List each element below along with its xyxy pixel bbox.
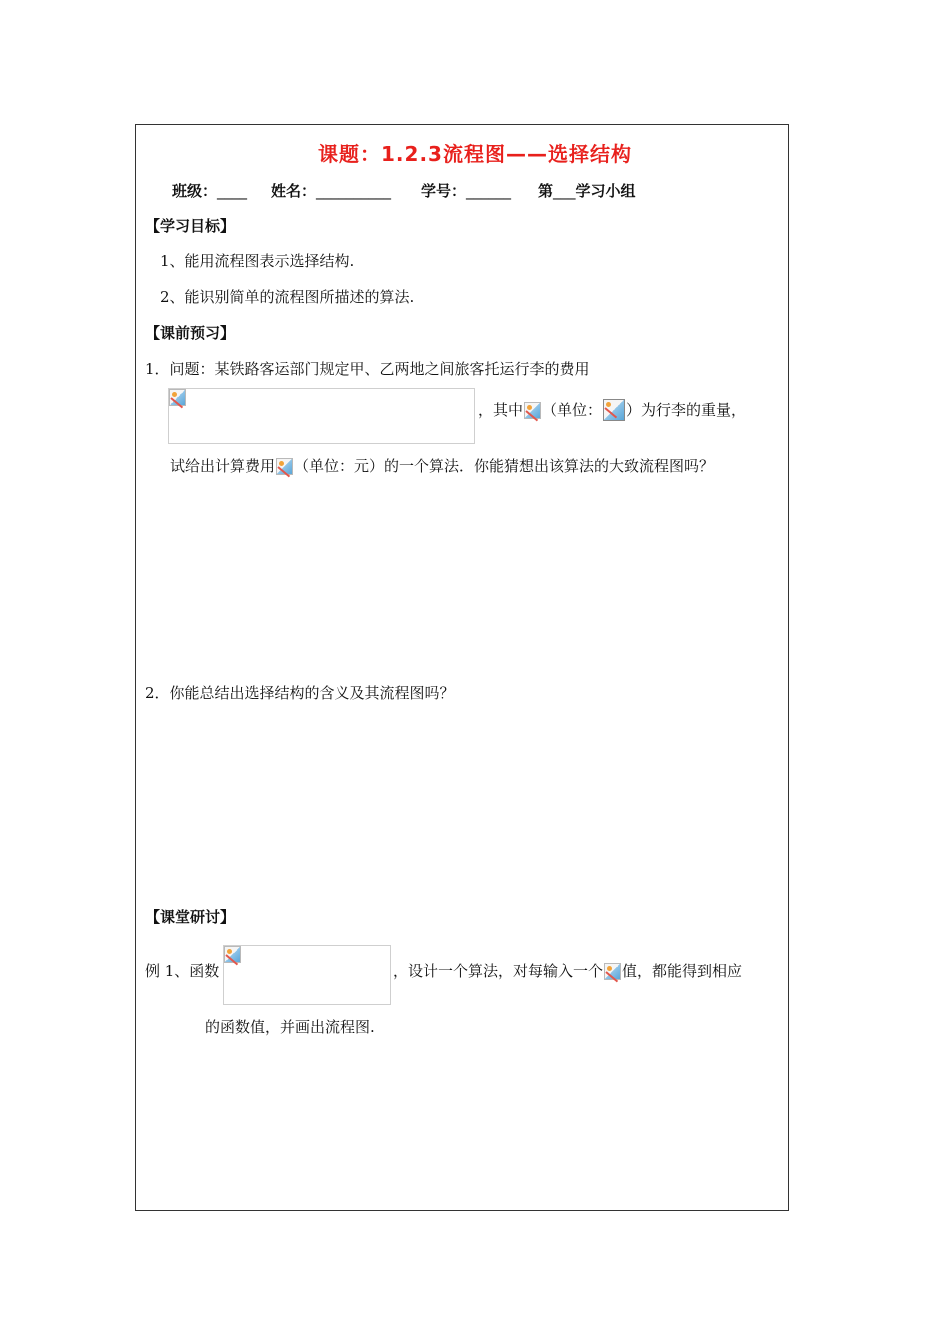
study-group-blank: ___ [553, 182, 576, 200]
goal-item-1: 1、能用流程图表示选择结构. [160, 252, 355, 270]
name-blank: __________ [316, 182, 392, 200]
class-label: 班级：____ [172, 182, 248, 200]
page-title: 课题：1.2.3流程图——选择结构 [318, 142, 632, 166]
question-1-line-2: ，其中 （单位： ）为行李的重量， [478, 401, 747, 419]
student-number-label: 学号：______ [421, 182, 512, 200]
question-2: 2．你能总结出选择结构的含义及其流程图吗？ [145, 684, 455, 702]
study-group-label: 第___学习小组 [538, 182, 636, 200]
function-formula-image-frame [223, 945, 391, 1005]
broken-image-icon [524, 402, 541, 419]
question-1-line-1: 1．问题：某铁路客运部门规定甲、乙两地之间旅客托运行李的费用 [145, 360, 590, 378]
example-1-line-2: 的函数值，并画出流程图. [205, 1018, 375, 1036]
broken-image-icon [169, 389, 186, 406]
goal-item-2: 2、能识别简单的流程图所描述的算法. [160, 288, 415, 306]
classroom-heading: 【课堂研讨】 [145, 908, 236, 926]
example-1-prefix: 例 1、函数 [145, 962, 220, 980]
broken-image-icon [276, 458, 293, 475]
preview-heading: 【课前预习】 [145, 324, 236, 342]
student-number-blank: ______ [466, 182, 512, 200]
question-1-line-3: 试给出计算费用 （单位：元）的一个算法．你能猜想出该算法的大致流程图吗？ [170, 457, 715, 475]
goals-heading: 【学习目标】 [145, 217, 236, 235]
cost-formula-image-frame [168, 388, 475, 444]
name-label: 姓名：__________ [271, 182, 392, 200]
broken-image-icon [604, 963, 621, 980]
broken-image-icon [603, 399, 625, 421]
example-1-line-1: ，设计一个算法，对每输入一个 值，都能得到相应 [393, 962, 743, 980]
broken-image-icon [224, 946, 241, 963]
class-blank: ____ [217, 182, 248, 200]
